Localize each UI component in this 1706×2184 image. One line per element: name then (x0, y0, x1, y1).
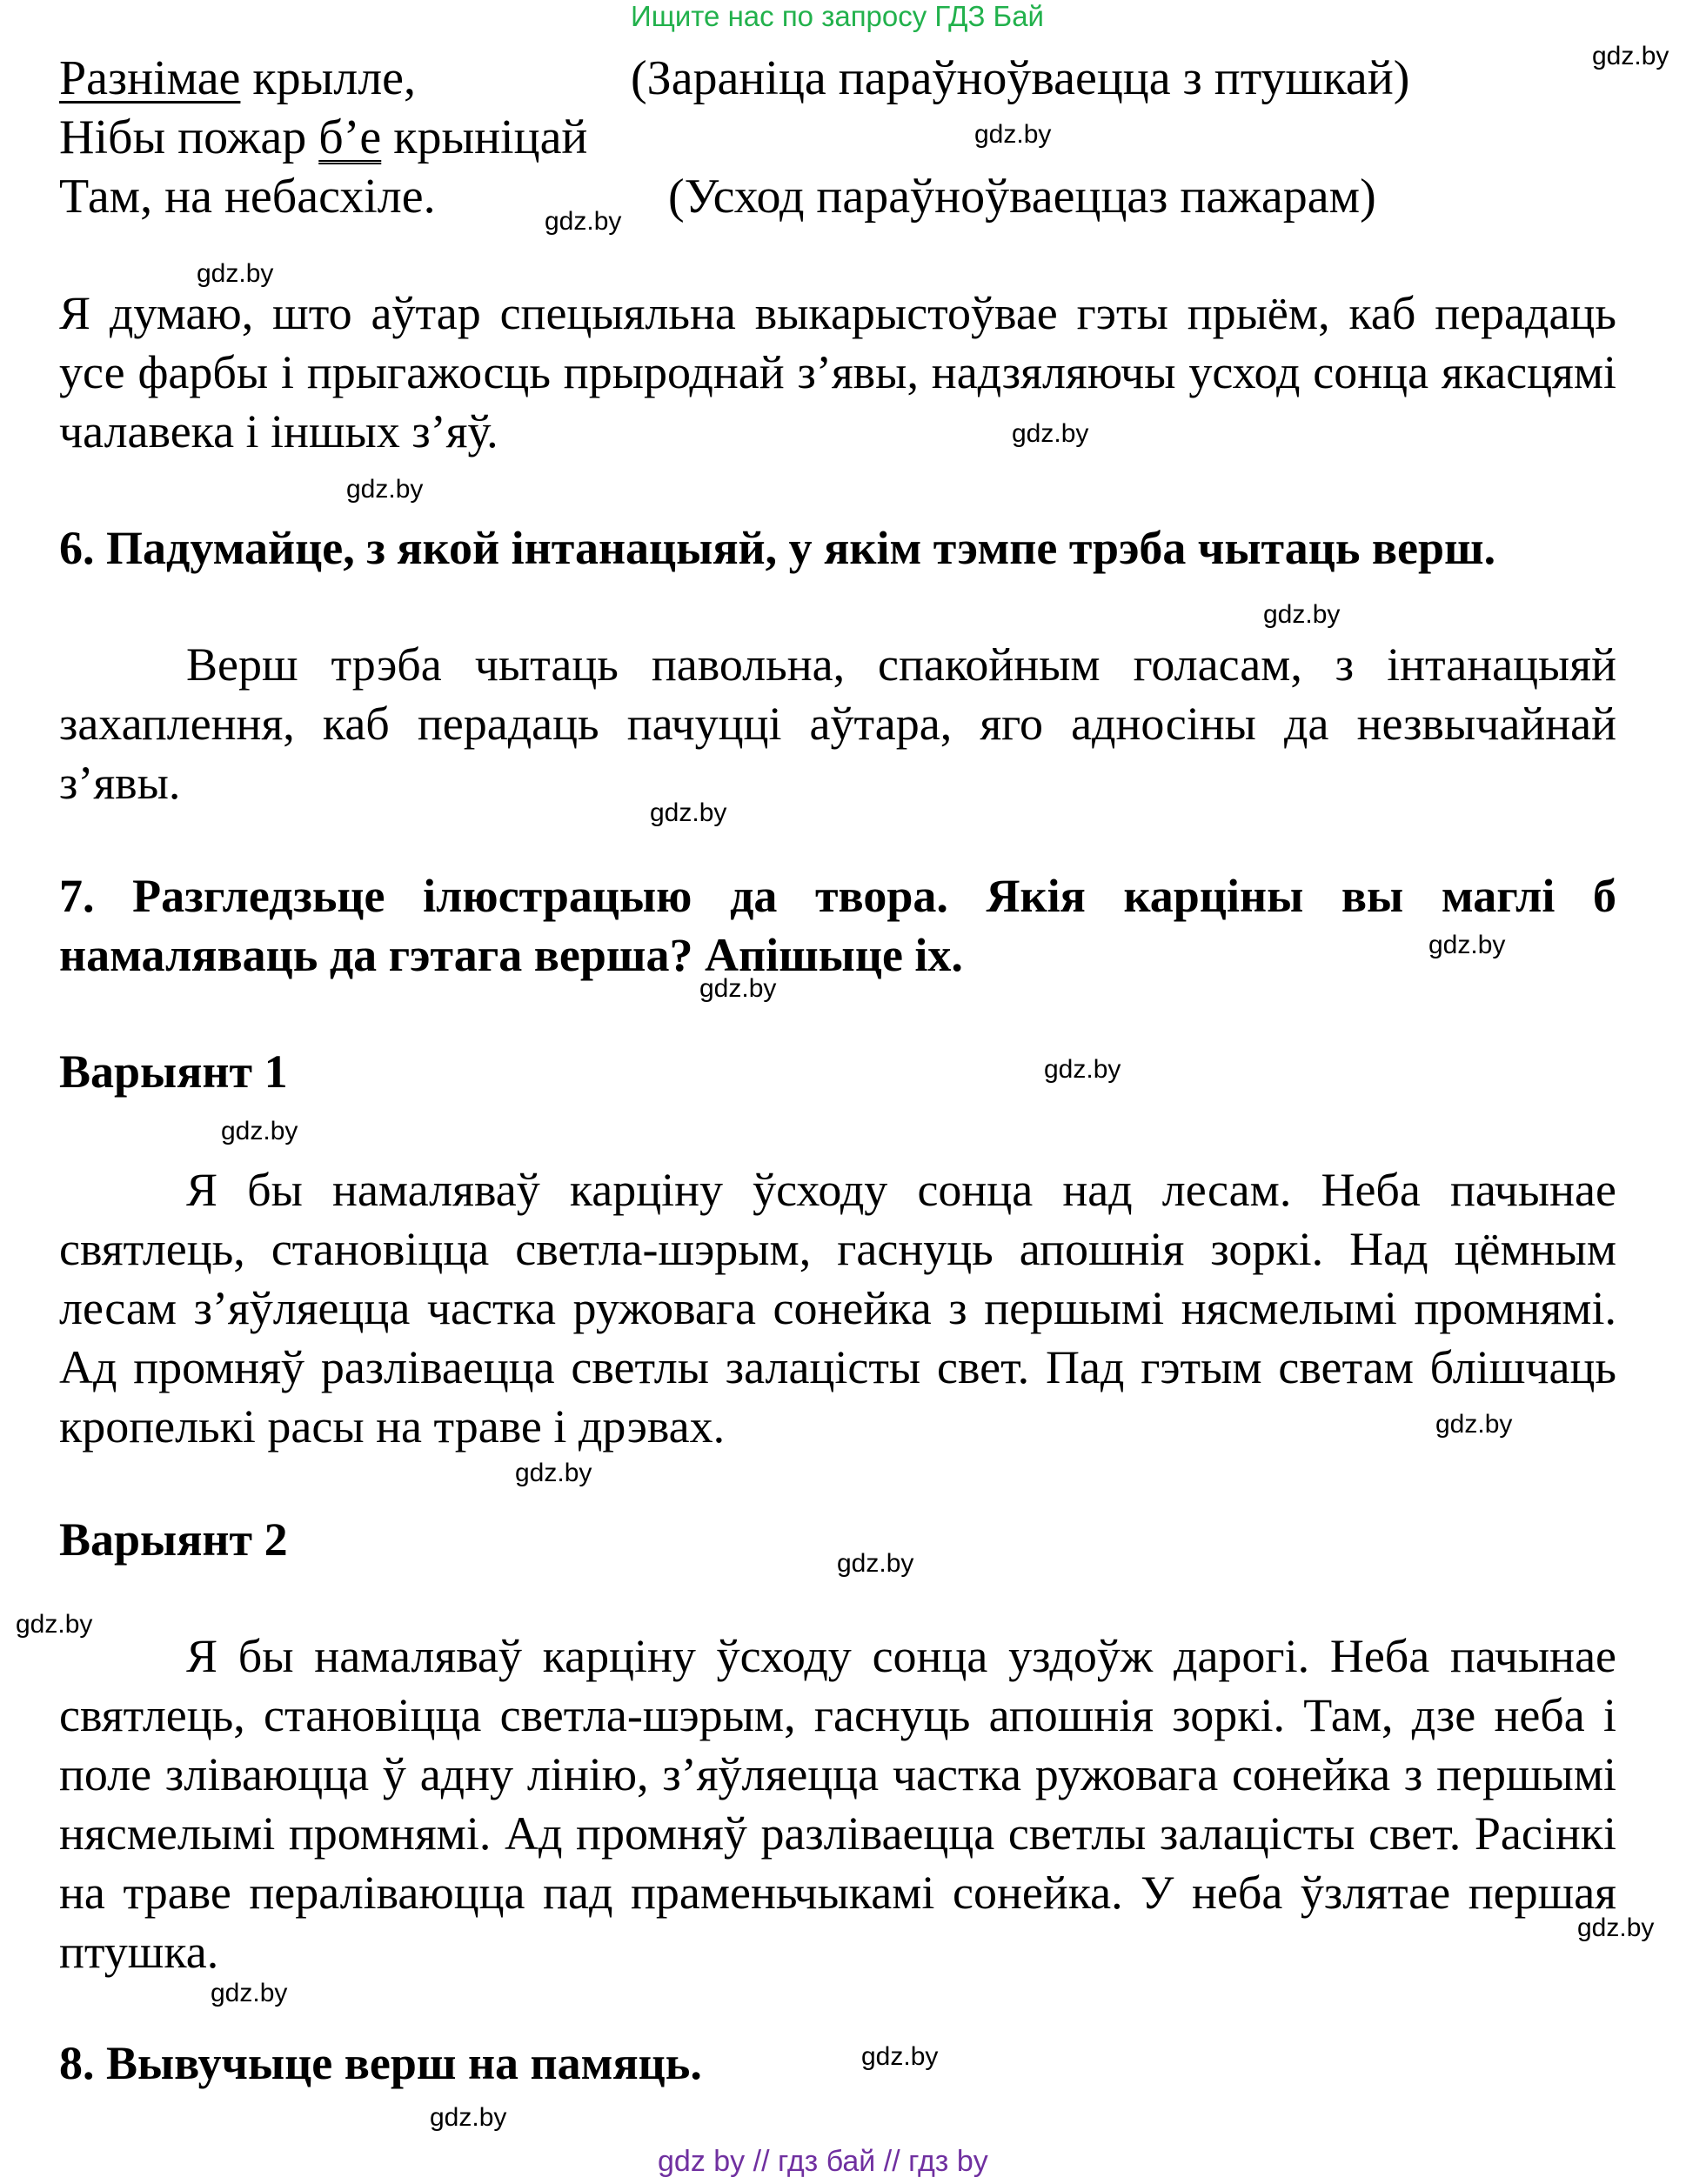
watermark: gdz.by (650, 798, 727, 827)
watermark: gdz.by (1012, 419, 1089, 448)
watermark: gdz.by (1263, 600, 1341, 629)
watermark: gdz.by (197, 259, 274, 288)
poem-line-1 (59, 49, 416, 108)
watermark: gdz.by (221, 1117, 298, 1145)
footer-links[interactable]: gdz by // гдз бай // гдз by (658, 2145, 988, 2178)
watermark: gdz.by (974, 120, 1052, 149)
variant-2-body: Я бы намаляваў карціну ўсходу сонца уздоўж дарогі. Неба пачынае святлець, становіцца светла-шэрым, гаснуць апошнія зоркі. Там, дзе неба і поле зліваюцца ў адну лінію, з’яўляецца частка ружовага сонейка з першымі нясмелымі промнямі. Ад промняў разліваецца светлы залацісты свет. Расінкі на траве пераліваюцца пад праменьчыкамі сонейка. У неба ўзлятае першая птушка. (59, 1630, 1616, 1978)
poem-word-predicate: б’е (318, 110, 382, 164)
answer-6 (59, 635, 1616, 812)
watermark: gdz.by (837, 1549, 914, 1578)
watermark: gdz.by (1435, 1410, 1513, 1439)
watermark: gdz.by (861, 2042, 939, 2071)
poem-line-2-start: Нібы пожар (59, 110, 319, 164)
watermark: gdz.by (545, 207, 622, 236)
variant-1-text (59, 1160, 1616, 1456)
question-8: 8. Вывучыце верш на памяць. (59, 2037, 702, 2089)
variant-1-body: Я бы намаляваў карціну ўсходу сонца над лесам. Неба пачынае святлець, становіцца светла-шэрым, гаснуць апошнія зоркі. Над цёмным лесам з’яўляецца частка ружовага сонейка з першымі нясмелымі промнямі. Ад промняў разліваецца светлы залацісты свет. Пад гэтым светам блішчаць кропелькі расы на траве і дрэвах. (59, 1164, 1616, 1453)
poem-note-1: (Зараніца параўноўваецца з птушкай) (631, 51, 1410, 105)
watermark: gdz.by (430, 2103, 507, 2132)
watermark: gdz.by (699, 974, 777, 1003)
poem-line-1-rest: крылле, (240, 51, 416, 105)
watermark: gdz.by (1577, 1914, 1655, 1942)
variant-2-text (59, 1626, 1616, 1981)
poem-line-3: Там, на небасхіле. (59, 170, 436, 224)
watermark: gdz.by (1592, 42, 1669, 70)
variant-2-title: Варыянт 2 (59, 1513, 288, 1566)
watermark: gdz.by (1428, 931, 1506, 959)
watermark: gdz.by (16, 1610, 93, 1639)
watermark: gdz.by (515, 1459, 592, 1487)
question-7: 7. Разгледзьце ілюстрацыю да твора. Якія карціны вы маглі б намаляваць да гэтага верша? Апішыце іх. (59, 870, 1616, 981)
variant-1-title: Варыянт 1 (59, 1045, 288, 1098)
answer-6-text: Верш трэба чытаць павольна, спакойным голасам, з інтанацыяй захаплення, каб перадаць пачуцці аўтара, яго адносіны да незвычайнай з’явы. (59, 638, 1616, 809)
watermark: gdz.by (346, 475, 424, 504)
poem-line-2-rest: крыніцай (381, 110, 588, 164)
poem-word-subject: Разнімае (59, 51, 241, 105)
poem-line-2 (59, 108, 587, 167)
question-6: 6. Падумайце, з якой інтанацыяй, у якім тэмпе трэба чытаць верш. (59, 522, 1496, 574)
watermark: gdz.by (211, 1979, 288, 2007)
paragraph-analysis: Я думаю, што аўтар спецыяльна выкарыстоўвае гэты прыём, каб перадаць усе фарбы і прыгажосць прыроднай з’явы, надзяляючы усход сонца якасцямі чалавека і іншых з’яў. (59, 287, 1616, 458)
watermark: gdz.by (1044, 1055, 1121, 1084)
search-hint: Ищите нас по запросу ГДЗ Бай (631, 0, 1044, 32)
poem-note-3: (Усход параўноўваеццаз пажарам) (668, 170, 1376, 224)
